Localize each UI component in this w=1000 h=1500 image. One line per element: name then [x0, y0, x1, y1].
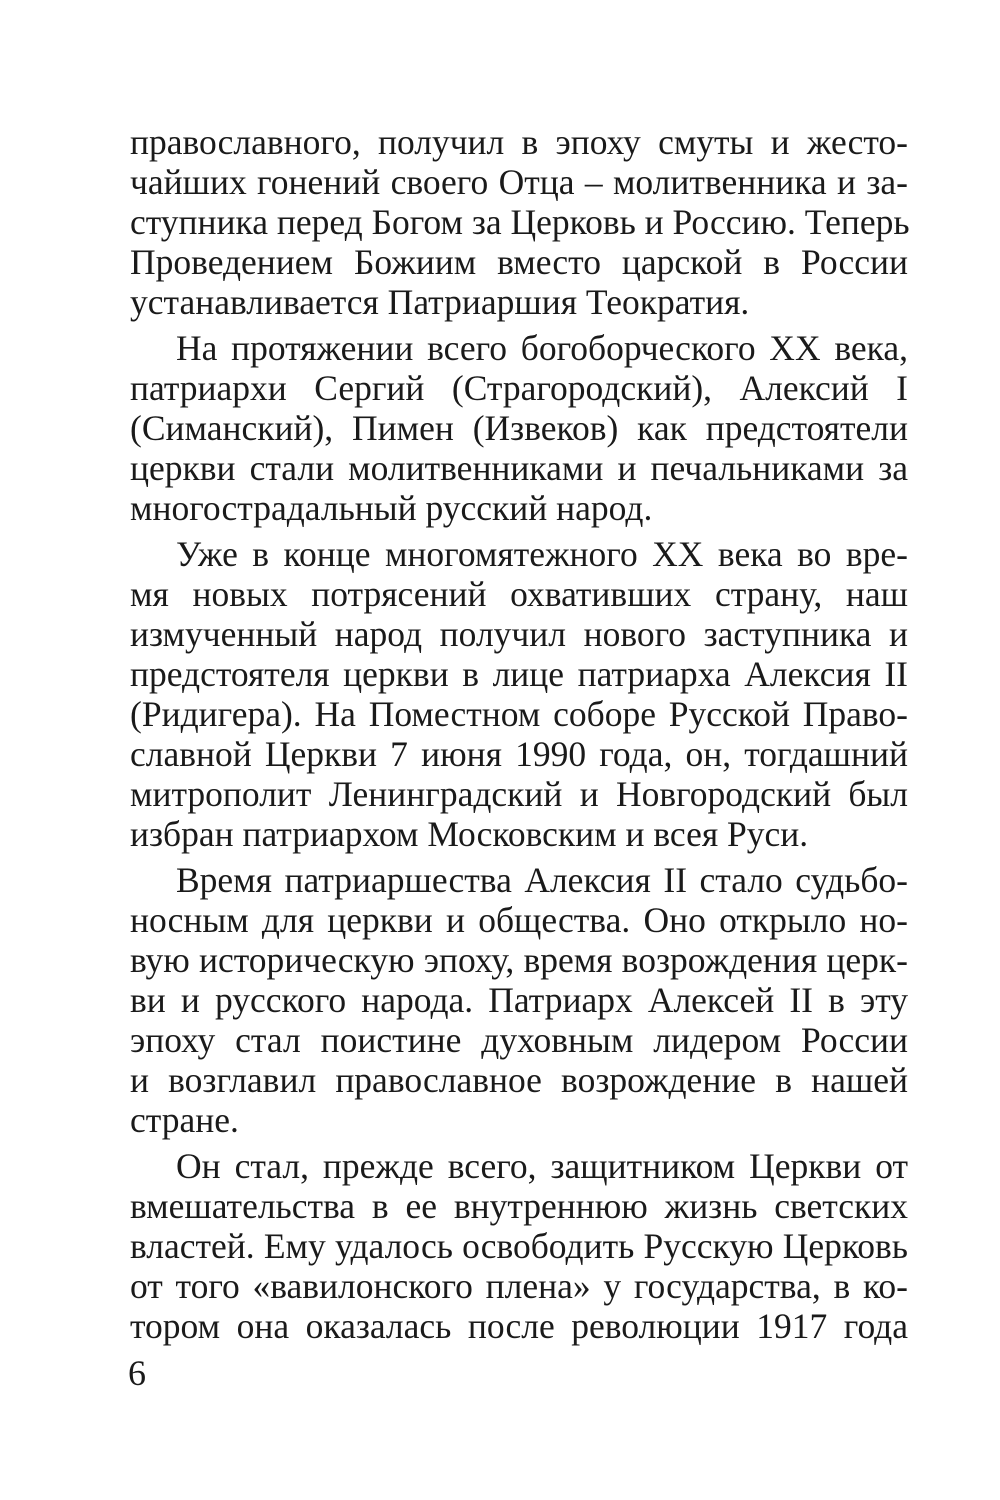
text-line: Проведением Божиим вместо царской в России	[130, 242, 908, 282]
text-line: Он стал, прежде всего, защитником Церкви от	[176, 1146, 908, 1186]
text-line: чайших гонений своего Отца – молитвенника и за-	[130, 162, 908, 202]
paragraph	[130, 328, 908, 528]
text-line: эпоху стал поистине духовным лидером России	[130, 1020, 908, 1060]
text-line: Время патриаршества Алексия II стало судьбо-	[176, 860, 908, 900]
body-text	[130, 122, 908, 1346]
text-line: На протяжении всего богоборческого XX века,	[176, 328, 908, 368]
text-line: носным для церкви и общества. Оно открыло но-	[130, 900, 908, 940]
text-line: стране.	[130, 1100, 239, 1140]
text-line: славной Церкви 7 июня 1990 года, он, тогдашний	[130, 734, 908, 774]
text-line: многострадальный русский народ.	[130, 488, 653, 528]
text-line: ступника перед Богом за Церковь и Россию. Теперь	[130, 202, 910, 242]
text-line: устанавливается Патриаршия Теократия.	[130, 282, 750, 322]
text-line: вую историческую эпоху, время возрождения церк-	[130, 940, 908, 980]
text-line: вмешательства в ее внутреннюю жизнь светских	[130, 1186, 908, 1226]
text-line: Уже в конце многомятежного XX века во вре-	[176, 534, 908, 574]
text-line: мя новых потрясений охвативших страну, наш	[130, 574, 908, 614]
text-line: (Ридигера). На Поместном соборе Русской Право-	[130, 694, 908, 734]
text-line: православного, получил в эпоху смуты и жесто-	[130, 122, 908, 162]
text-line: от того «вавилонского плена» у государства, в ко-	[130, 1266, 908, 1306]
page-number: 6	[128, 1353, 146, 1393]
text-line: избран патриархом Московским и всея Руси.	[130, 814, 809, 854]
text-line: митрополит Ленинградский и Новгородский был	[130, 774, 908, 814]
text-line: властей. Ему удалось освободить Русскую Церковь	[130, 1226, 908, 1266]
text-line: и возглавил православное возрождение в нашей	[130, 1060, 908, 1100]
text-line: (Симанский), Пимен (Извеков) как предстоятели	[130, 408, 908, 448]
text-line: церкви стали молитвенниками и печальниками за	[130, 448, 908, 488]
paragraph	[130, 860, 908, 1140]
text-line: тором она оказалась после революции 1917 года	[130, 1306, 908, 1346]
text-line: измученный народ получил нового заступника и	[130, 614, 908, 654]
paragraph	[130, 1146, 908, 1346]
paragraph	[130, 534, 908, 854]
text-line: патриархи Сергий (Страгородский), Алексий I	[130, 368, 908, 408]
text-line: предстоятеля церкви в лице патриарха Алексия II	[130, 654, 908, 694]
paragraph	[130, 122, 908, 322]
text-line: ви и русского народа. Патриарх Алексей II в эту	[130, 980, 908, 1020]
